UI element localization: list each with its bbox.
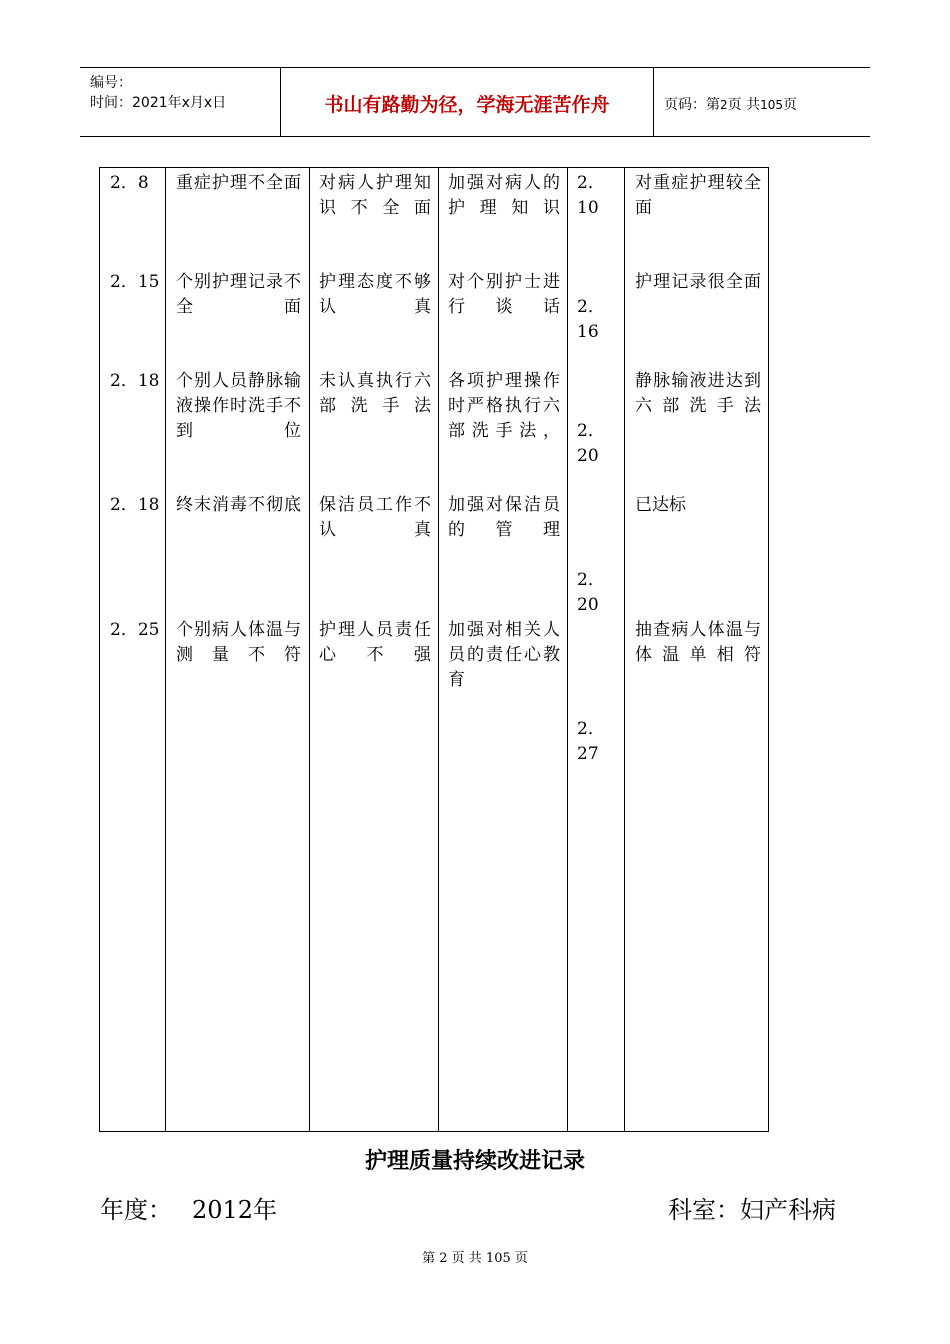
row-cause: 对病人护理知识不全面 [319, 173, 431, 218]
row-measure: 加强对保洁员的管理 [448, 495, 560, 540]
row-date: 2．18 [110, 371, 160, 391]
row-effect: 抽查病人体温与体温单相符 [635, 620, 761, 665]
row-effect: 静脉输液进达到六部洗手法 [635, 371, 761, 416]
improvement-table [99, 167, 769, 1132]
row-date: 2．25 [110, 620, 160, 640]
row-date: 2．15 [110, 272, 160, 292]
row-cause: 护理态度不够认真 [319, 272, 431, 317]
record-title: 护理质量持续改进记录 [364, 1149, 585, 1174]
row-cause: 未认真执行六部洗手法 [319, 371, 431, 416]
header-motto-cell [281, 68, 654, 136]
motto-text: 书山有路勤为径，学海无涯苦作舟 [324, 94, 610, 116]
row-cause: 保洁员工作不认真 [319, 495, 431, 540]
row-date: 2．8 [110, 173, 149, 193]
row-date: 2．18 [110, 495, 160, 515]
row-measure: 加强对病人的护理知识 [448, 173, 560, 218]
row-problem: 终末消毒不彻底 [176, 495, 301, 515]
time-label: 时间：2021年x月x日 [90, 95, 227, 111]
header-page-cell [654, 68, 870, 136]
year-value: 2012年 [192, 1196, 278, 1224]
row-measure: 对个别护士进行谈话 [448, 272, 560, 317]
row-done-date: 2．16 [577, 297, 605, 342]
row-problem: 重症护理不全面 [176, 173, 301, 193]
department-field: 科室：妇产科病 [668, 1196, 836, 1224]
row-done-date: 2．27 [577, 719, 605, 764]
row-done-date: 2．10 [577, 173, 605, 218]
row-measure: 加强对相关人员的责任心教育 [448, 620, 560, 690]
page-total: 105 [760, 98, 783, 112]
row-cause: 护理人员责任心不强 [319, 620, 431, 665]
number-label: 编号： [90, 75, 132, 91]
row-effect: 已达标 [635, 495, 686, 515]
row-done-date: 2．20 [577, 421, 605, 466]
page-current: 2 [720, 98, 728, 112]
row-problem: 个别人员静脉输液操作时洗手不到位 [176, 371, 301, 441]
row-done-date: 2．20 [577, 570, 605, 615]
row-measure: 各项护理操作时严格执行六部洗手法， [448, 371, 560, 441]
year-field [100, 1190, 277, 1225]
row-effect: 护理记录很全面 [635, 272, 761, 292]
row-effect: 对重症护理较全面 [635, 173, 761, 218]
page-footer: 第 2 页 共 105 页 [422, 1251, 528, 1266]
row-problem: 个别护理记录不全面 [176, 272, 301, 317]
row-problem: 个别病人体温与测量不符 [176, 620, 301, 665]
header-meta-cell [80, 68, 281, 136]
year-label: 年度： [100, 1196, 172, 1224]
page-header [80, 67, 870, 137]
page-info: 页码：第2页 共105页 [664, 97, 797, 113]
